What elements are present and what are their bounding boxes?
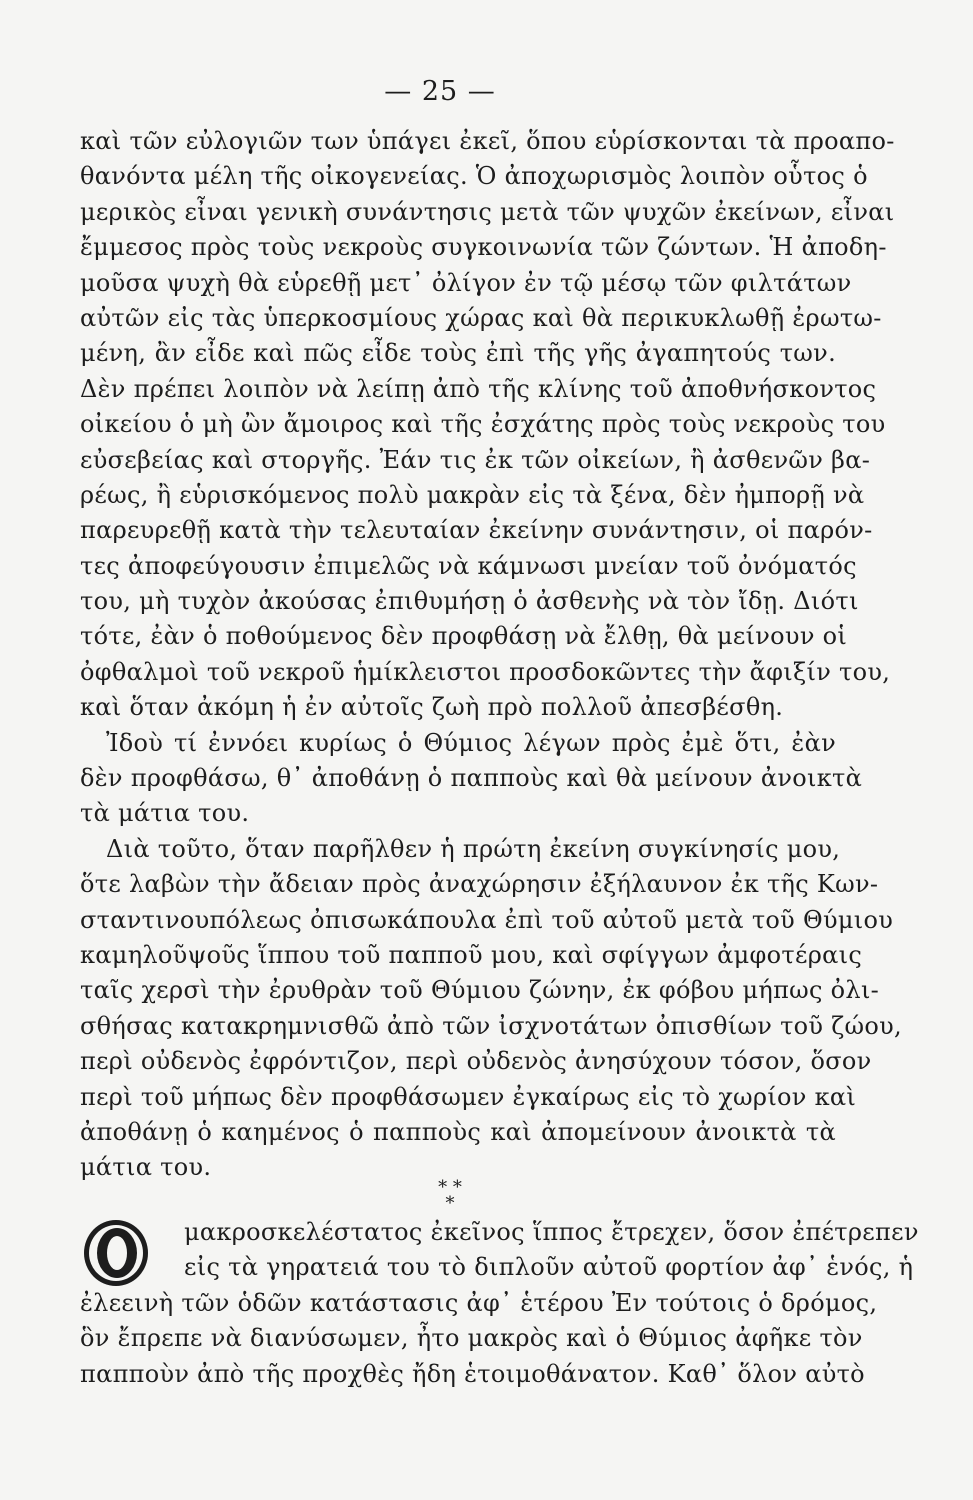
text-line: καὶ ὅταν ἀκόμη ἡ ἐν αὐτοῖς ζωὴ πρὸ πολλοῦ ἀπεσβέσθη. — [80, 693, 784, 722]
text-line: μένη, ἂν εἶδε καὶ πῶς εἶδε τοὺς ἐπὶ τῆς γῆς ἀγαπητούς των. — [80, 339, 836, 368]
text-line: καμηλοῦψοῦς ἵππου τοῦ παπποῦ μου, καὶ σφίγγων ἀμφοτέραις — [80, 940, 863, 969]
text-line: παπποὺν ἀπὸ τῆς προχθὲς ἤδη ἑτοιμοθάνατον. Καθ᾽ ὅλον αὐτὸ — [80, 1359, 865, 1388]
text-line: οἰκείου ὁ μὴ ὢν ἄμοιρος καὶ τῆς ἐσχάτης πρὸς τοὺς νεκροὺς του — [80, 410, 886, 439]
text-line: τες ἀποφεύγουσιν ἐπιμελῶς νὰ κάμνωσι μνείαν τοῦ ὀνόματός — [80, 551, 857, 580]
text-line: ὀφθαλμοὶ τοῦ νεκροῦ ἡμίκλειστοι προσδοκῶντες τὴν ἄφιξίν του, — [80, 657, 891, 686]
text-line: ἐλεεινὴ τῶν ὁδῶν κατάστασις ἀφ᾽ ἑτέρου Ἐν τούτοις ὁ δρόμος, — [80, 1288, 878, 1317]
text-line: ταῖς χερσὶ τὴν ἐρυθρὰν τοῦ Θύμιου ζώνην, ἐκ φόβου μήπως ὀλι- — [80, 976, 880, 1005]
text-line: Διὰ τοῦτο, ὅταν παρῆλθεν ἡ πρώτη ἐκείνη συγκίνησίς μου, — [106, 834, 841, 863]
text-line: καὶ τῶν εὐλογιῶν των ὑπάγει ἐκεῖ, ὅπου εὑρίσκονται τὰ προαπο- — [80, 127, 895, 155]
text-line: δὲν προφθάσω, θ᾽ ἀποθάνῃ ὁ παπποὺς καὶ θὰ μείνουν ἀνοικτὰ — [80, 764, 863, 793]
text-line: περὶ οὐδενὸς ἐφρόντιζον, περὶ οὐδενὸς ἀνησύχουν τόσον, ὅσον — [80, 1047, 872, 1076]
text-line: του, μὴ τυχὸν ἀκούσας ἐπιθυμήσῃ ὁ ἀσθενὴς νὰ τὸν ἴδῃ. Διότι — [80, 587, 859, 616]
text-line: ὃν ἔπρεπε νὰ διανύσωμεν, ἦτο μακρὸς καὶ ὁ Θύμιος ἀφῆκε τὸν — [80, 1324, 863, 1353]
page-number: — 25 — — [384, 76, 496, 107]
text-line: μοῦσα ψυχὴ θὰ εὑρεθῇ μετ᾽ ὀλίγον ἐν τῷ μέσῳ τῶν φιλτάτων — [80, 268, 852, 297]
text-line: Ἰδοὺ τί ἐννόει κυρίως ὁ Θύμιος λέγων πρὸς ἐμὲ ὅτι, ἐὰν — [106, 728, 836, 757]
text-line: εἰς τὰ γηρατειά του τὸ διπλοῦν αὐτοῦ φορτίον ἀφ᾽ ἑνός, ἡ — [184, 1253, 914, 1282]
text-line: μακροσκελέστατος ἐκεῖνος ἵππος ἔτρεχεν, ὅσον ἐπέτρεπεν — [184, 1218, 919, 1246]
text-line: μερικὸς εἶναι γενικὴ συνάντησις μετὰ τῶν ψυχῶν ἐκείνων, εἶναι — [80, 197, 895, 226]
text-line: σταντινουπόλεως ὀπισωκάπουλα ἐπὶ τοῦ αὐτοῦ μετὰ τοῦ Θύμιου — [80, 905, 894, 934]
section-separator — [0, 1177, 900, 1214]
section-two — [80, 1215, 919, 1392]
text-line: ἀποθάνῃ ὁ καημένος ὁ παπποὺς καὶ ἀπομείνουν ἀνοικτὰ τὰ — [80, 1117, 836, 1146]
text-line: μάτια του. — [80, 1153, 212, 1182]
text-line: περὶ τοῦ μήπως δὲν προφθάσωμεν ἐγκαίρως εἰς τὸ χωρίον καὶ — [80, 1082, 857, 1111]
text-line: παρευρεθῇ κατὰ τὴν τελευταίαν ἐκείνην συνάντησιν, οἱ παρόν- — [80, 516, 873, 545]
text-line: σθήσας κατακρημνισθῶ ἀπὸ τῶν ἰσχνοτάτων ὀπισθίων τοῦ ζώου, — [80, 1011, 902, 1040]
text-line: τότε, ἐὰν ὁ ποθούμενος δὲν προφθάσῃ νὰ ἔλθῃ, θὰ μείνουν οἱ — [80, 622, 848, 651]
text-line: ἔμμεσος πρὸς τοὺς νεκροὺς συγκοινωνία τῶν ζώντων. Ἡ ἀποδη- — [80, 233, 887, 262]
asterism: * * * — [438, 1177, 462, 1214]
text-line: τὰ μάτια του. — [80, 799, 250, 828]
main-text — [80, 124, 902, 1186]
text-line: ὅτε λαβὼν τὴν ἄδειαν πρὸς ἀναχώρησιν ἐξήλαυνον ἐκ τῆς Κων- — [80, 870, 879, 899]
text-line: ρέως, ἢ εὑρισκόμενος πολὺ μακρὰν εἰς τὰ ξένα, δὲν ἠμπορῇ νὰ — [80, 480, 865, 509]
text-line: εὐσεβείας καὶ στοργῆς. Ἐάν τις ἐκ τῶν οἰκείων, ἢ ἀσθενῶν βα- — [80, 445, 871, 474]
text-line: Δὲν πρέπει λοιπὸν νὰ λείπῃ ἀπὸ τῆς κλίνης τοῦ ἀποθνήσκοντος — [80, 374, 877, 403]
text-line: αὐτῶν εἰς τὰς ὑπερκοσμίους χώρας καὶ θὰ περικυκλωθῇ ἐρωτω- — [80, 303, 882, 332]
dropcap-o-icon — [80, 1217, 152, 1289]
text-line: θανόντα μέλη τῆς οἰκογενείας. Ὁ ἀποχωρισμὸς λοιπὸν οὗτος ὁ — [80, 162, 868, 191]
